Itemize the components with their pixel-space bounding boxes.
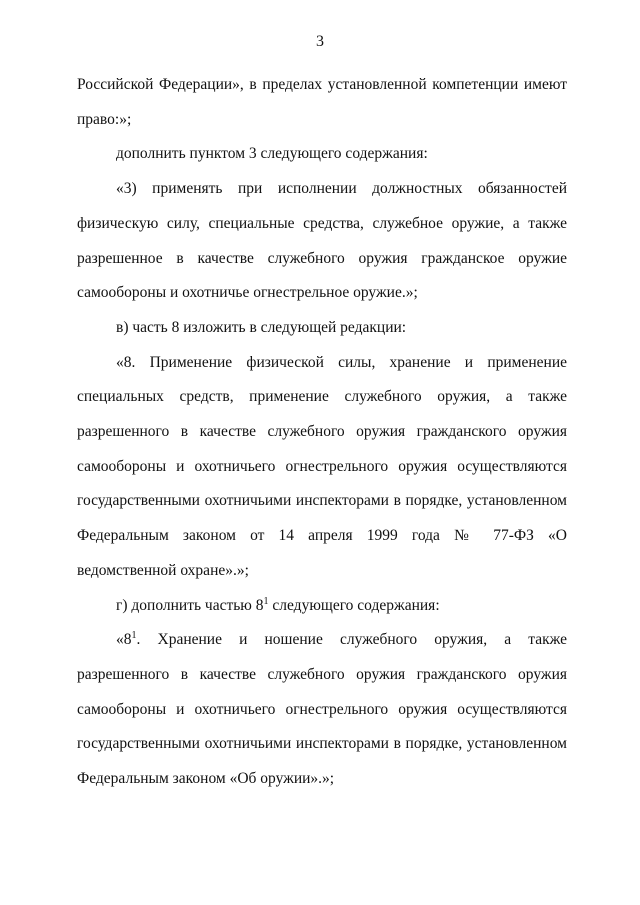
paragraph-6 <box>77 589 567 624</box>
paragraph-text: . Хранение и ношение служебного оружия, а также разрешенного в качестве служебного оружия гражданского оружия самообороны и охотничьего огнестрельного оружия осуществляются государственными охотничьими инспекторами в порядке, установленном Федеральным законом «Об оружии».»; <box>77 631 567 788</box>
paragraph-text: «3) применять при исполнении должностных обязанностей физическую силу, специальные средства, служебное оружие, а также разрешенное в качестве служебного оружия гражданское оружие самообороны и охотничье огнестрельное оружие.»; <box>77 180 567 302</box>
paragraph-text: «8. Применение физической силы, хранение и применение специальных средств, применение служебного оружия, а также разрешенного в качестве служебного оружия гражданского оружия самообороны и охотничьего огнестрельного оружия осуществляются государственными охотничьими инспекторами в порядке, установленном Федеральным законом от 14 апреля 1999 года № 77-ФЗ «О ведомственной охране».»; <box>77 353 567 579</box>
paragraph-5 <box>77 346 567 589</box>
superscript: 1 <box>263 595 269 607</box>
superscript: 1 <box>131 630 137 642</box>
paragraph-1 <box>77 68 567 137</box>
page-number: 3 <box>316 33 324 50</box>
paragraph-3 <box>77 172 567 311</box>
paragraph-4 <box>77 311 567 346</box>
paragraph-text: следующего содержания: <box>268 596 440 614</box>
paragraph-text: дополнить пунктом 3 следующего содержания: <box>116 145 428 163</box>
paragraph-text: г) дополнить частью 8 <box>116 596 264 614</box>
paragraph-text: Российской Федерации», в пределах установленной компетенции имеют право:»; <box>77 76 567 128</box>
document-body <box>77 68 567 797</box>
paragraph-2 <box>77 137 567 172</box>
paragraph-7 <box>77 623 567 797</box>
paragraph-text: «8 <box>116 631 132 649</box>
paragraph-text: в) часть 8 изложить в следующей редакции: <box>116 318 407 336</box>
